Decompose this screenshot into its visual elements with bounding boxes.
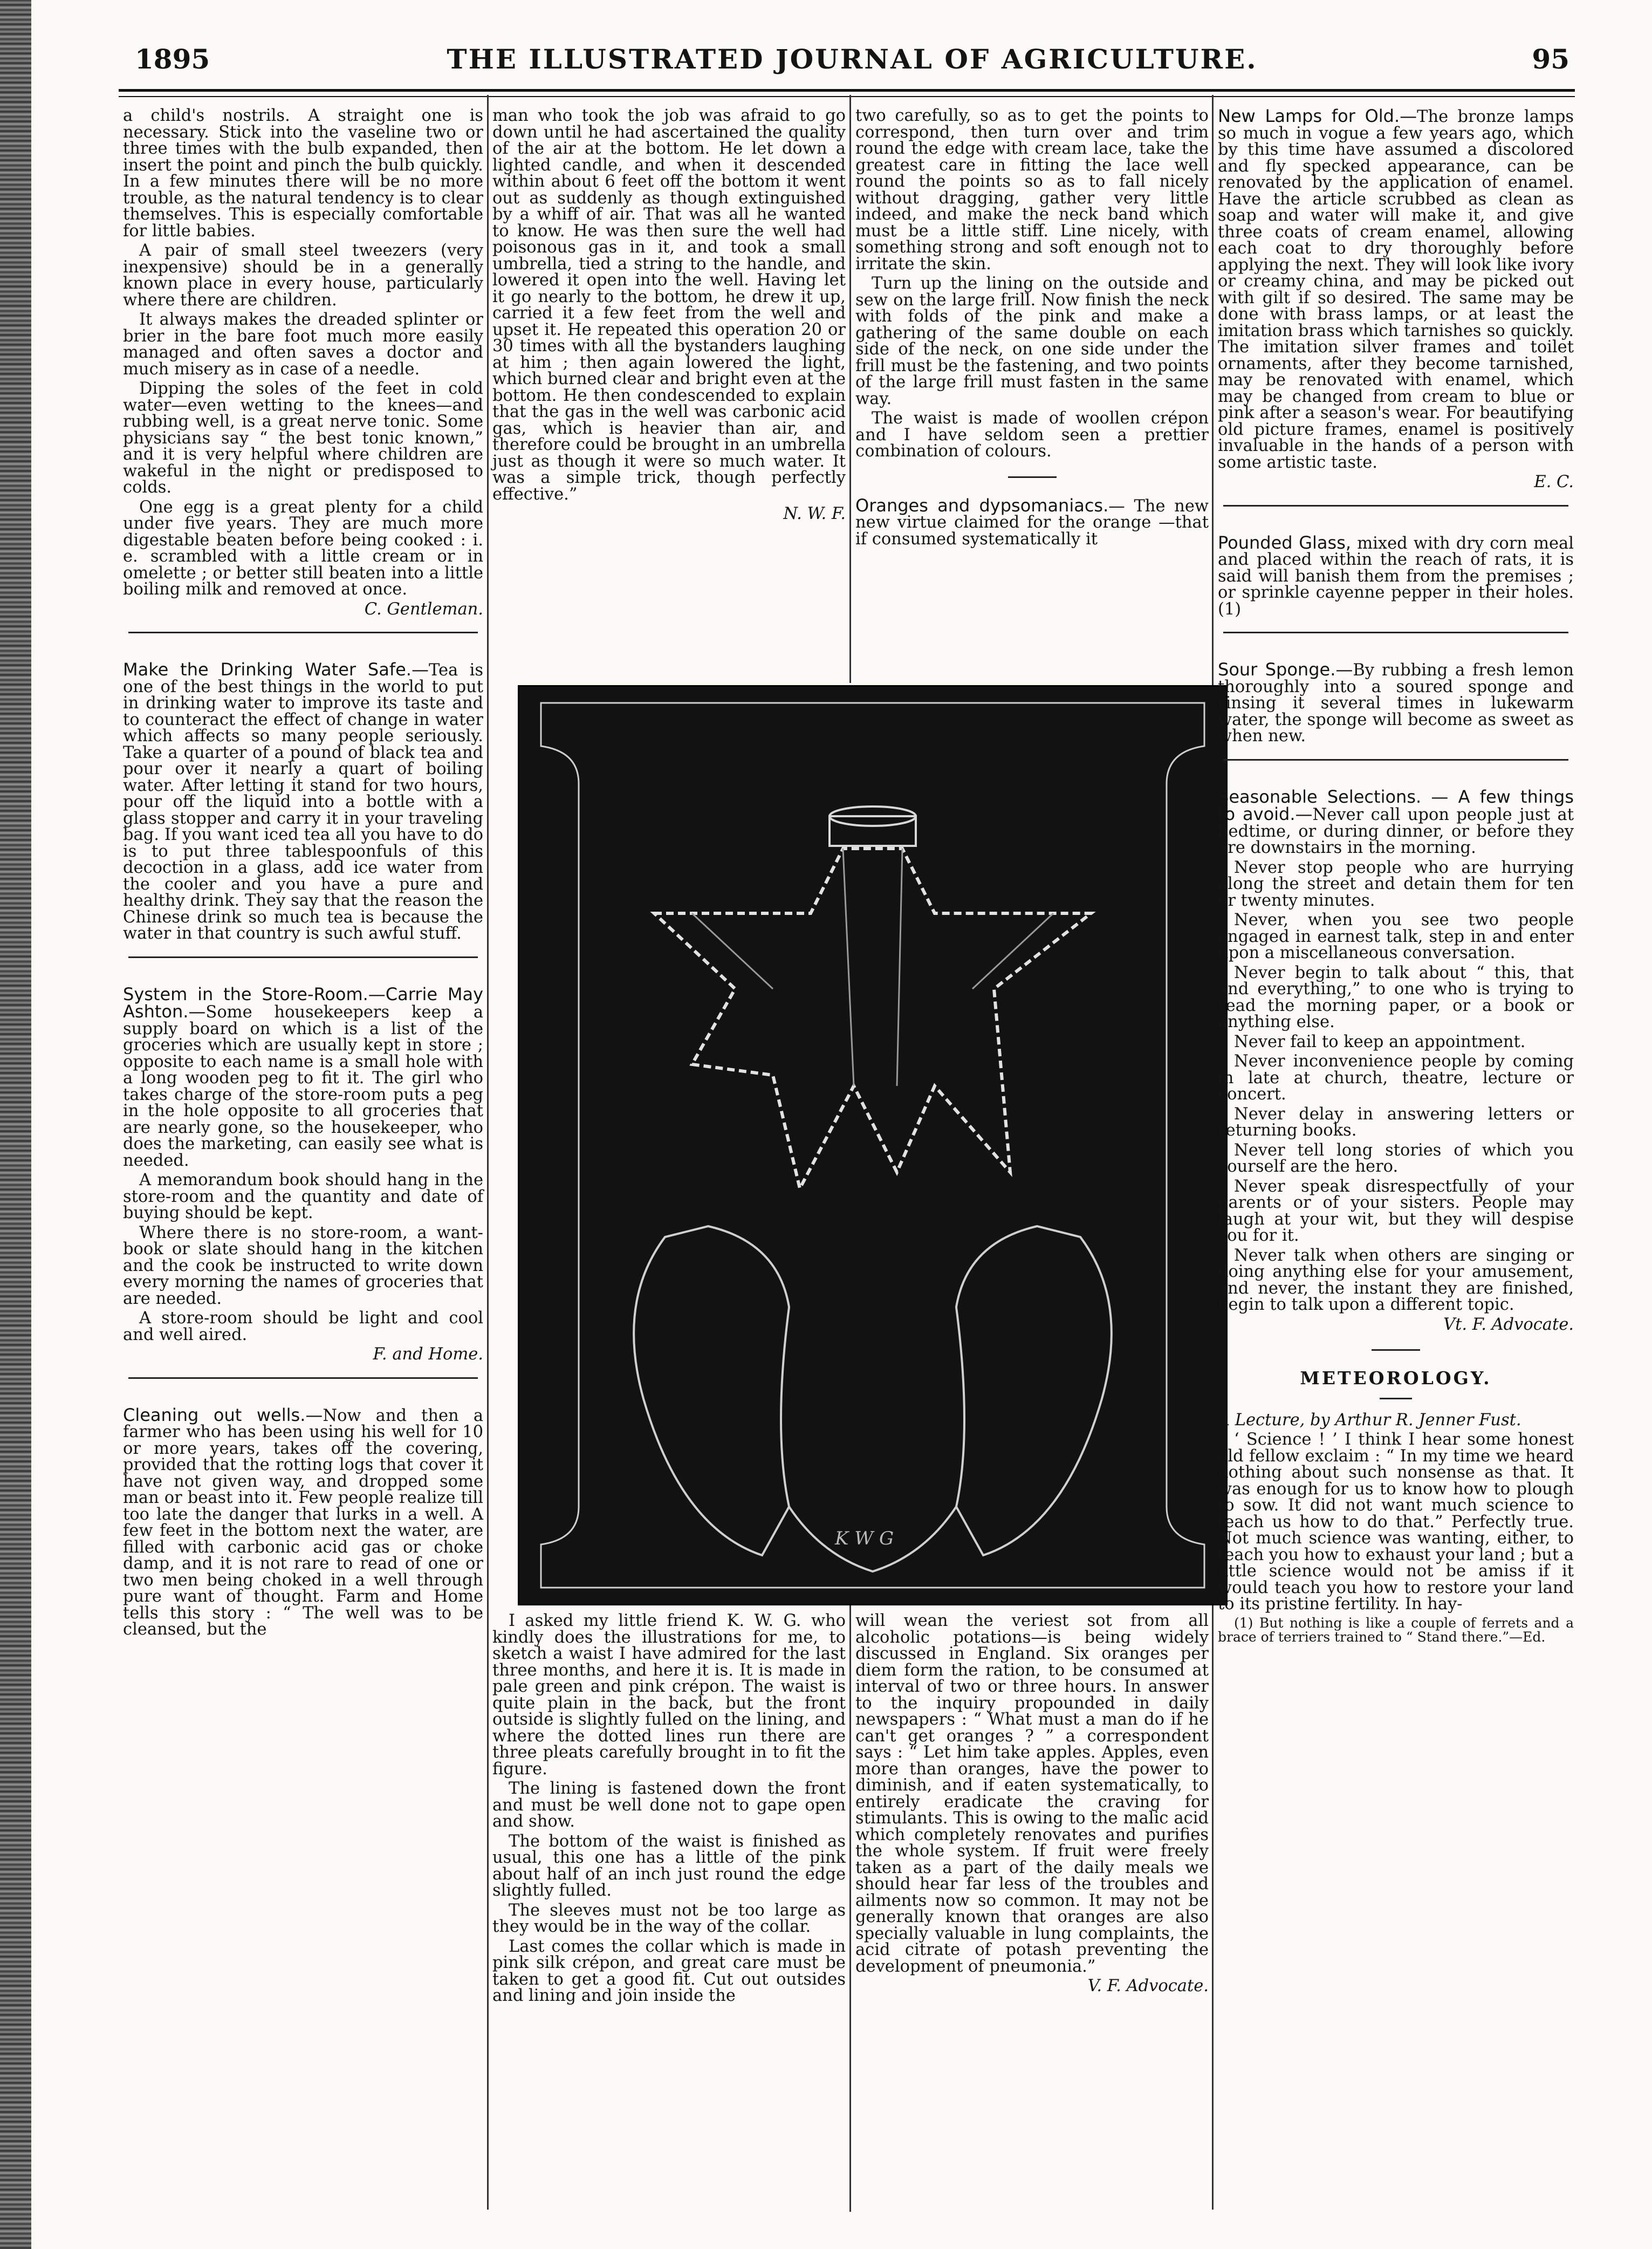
section-divider (1223, 632, 1568, 650)
column-1 (123, 108, 483, 1642)
article-signature: Vt. F. Advocate. (1443, 1315, 1574, 1334)
article-paragraph: Never talk when others are singing or doing anything else for your amusement, and never, the instant they are finished, begin to talk upon a different topic. (1218, 1246, 1574, 1314)
artist-initials: K W G (835, 1528, 894, 1549)
article-heading: Make the Drinking Water Safe.— (123, 659, 429, 680)
article-paragraph: A store-room should be light and cool and well aired. (123, 1309, 483, 1344)
section-divider (128, 956, 478, 974)
column-rule-2-bottom (849, 1605, 851, 2212)
article-paragraph (1218, 532, 1574, 619)
article-paragraph: Never fail to keep an appointment. (1234, 1032, 1526, 1051)
header-year: 1895 (135, 43, 210, 75)
article-text: Some housekeepers keep a supply board on which is a list of the groceries which are usually kept in store ; opposite to each name is a small hole with a long wooden peg to fit it. The girl who takes charge of the store-room puts a peg in the hole opposite to all groceries that are nearly gone, so the housekeeper, who does the marketing, can easily see what is needed. (123, 1003, 483, 1170)
page-header (135, 43, 1569, 89)
article-signature: N. W. F. (783, 504, 846, 523)
article-heading: Seasonable Selections. — A few things to avoid.— (1218, 786, 1574, 824)
article-text: By rubbing a fresh lemon thoroughly into a soured sponge and rinsing it several times in lukewarm water, the sponge will become as sweet as when new. (1218, 661, 1574, 746)
article-signature: E. C. (1534, 473, 1574, 491)
article-text: Now and then a farmer who has been using his well for 10 or more years, takes off the covering, provided that the rotting logs that cover it have not given way, and dropped some man or beast into it. Few people realize till too late the danger that lurks in a well. A few feet in the bottom next the water, are filled with carbonic acid gas or choke damp, and it is not rare to read of one or two men being choked in a well through pure want of thought. Farm and Home tells this story : “ The well was to be cleansed, but the (123, 1406, 484, 1639)
column-rule-2-top (849, 95, 851, 683)
article-paragraph: Never inconvenience people by coming in late at church, theatre, lecture or concert. (1218, 1052, 1574, 1104)
article-paragraph: a child's nostrils. A straight one is necessary. Stick into the vaseline two or three times with the bulb expanded, then insert the point and pinch the bulb quickly. In a few minutes there will be no more trouble, as the natural tendency is to clear themselves. This is especially comfortable for little babies. (123, 106, 483, 241)
article-paragraph: ‘ Science ! ’ I think I hear some honest old fellow exclaim : “ In my time we heard nothing about such nonsense as that. It was enough for us to know how to plough to sow. It did not want much science to teach us how to do that.” Perfectly true. Not much science was wanting, either, to teach you how to exhaust your land ; but a little science would not be amiss if it would teach you how to restore your land to its pristine fertility. In hay- (1218, 1430, 1574, 1614)
page-number: 95 (1532, 43, 1569, 75)
column-3-top (855, 108, 1209, 551)
article-paragraph: A memorandum book should hang in the store-room and the quantity and date of buying should be kept. (123, 1171, 483, 1222)
article-paragraph (855, 497, 1209, 548)
section-divider (1223, 505, 1568, 523)
article-text: — The new new virtue claimed for the orange —that if consumed systematically it (855, 496, 1209, 549)
article-paragraph (1218, 786, 1574, 857)
article-signature: V. F. Advocate. (1087, 1977, 1209, 1995)
article-paragraph: Never speak disrespectfully of your parents or of your sisters. People may laugh at your wit, but they will despise you for it. (1218, 1177, 1574, 1245)
article-text: mixed with dry corn meal and placed within the reach of rats, it is said will banish them from the premises ; or sprinkle cayenne pepper in their holes. (1) (1218, 534, 1574, 619)
article-paragraph (123, 661, 483, 942)
article-paragraph: Dipping the soles of the feet in cold water—even wetting to the knees—and rubbing well, is a great nerve tonic. Some physicians say “ the best tonic known,” and it is very helpful where children are wakeful in the night or predisposed to colds. (123, 379, 483, 497)
article-paragraph: Where there is no store-room, a want-book or slate should hang in the kitchen and the cook be instructed to write down every morning the names of groceries that are needed. (123, 1223, 483, 1308)
journal-title: THE ILLUSTRATED JOURNAL OF AGRICULTURE. (447, 43, 1258, 75)
article-signature: C. Gentleman. (364, 599, 483, 619)
article-paragraph (1218, 661, 1574, 745)
illustration-waist (518, 685, 1228, 1605)
article-paragraph (1218, 108, 1574, 471)
binding-edge (0, 0, 31, 2249)
article-text: Never call upon people just at bedtime, or during dinner, or before they are downstairs in the morning. (1218, 805, 1574, 857)
article-paragraph: Never stop people who are hurrying along the street and detain them for ten or twenty minutes. (1218, 858, 1574, 910)
header-rule (119, 89, 1575, 97)
article-text: Tea is one of the best things in the world to put in drinking water to improve its taste and to counteract the effect of change in water which affects so many people seriously. Take a quarter of a pound of black tea and pour over it nearly a quart of boiling water. After letting it stand for two hours, pour off the liquid into a bottle with a glass stopper and carry it in your traveling bag. If you want iced tea all you have to do is to put three tablespoonfuls of this decoction in a glass, add ice water from the cooler and you have a pure and healthy drink. They say that the reason the Chinese drink so much tea is because the water in that country is such awful stuff. (123, 661, 484, 943)
article-heading: Oranges and dypsomaniacs. (855, 495, 1109, 516)
section-divider (1372, 1349, 1420, 1351)
article-paragraph: man who took the job was afraid to go down until he had ascertained the quality of the air at the bottom. He let down a lighted candle, and when it descended within about 6 feet off the bottom it went out as suddenly as though extinguished by a whiff of air. That was all he wanted to know. He was then sure the well had poisonous gas in it, and took a small umbrella, tied a string to the handle, and lowered it open into the well. Having let it go nearly to the bottom, he drew it up, carried it a few feet from the well and upset it. He repeated this operation 20 or 30 times with all the bystanders laughing at him ; then again lowered the light, which burned clear and bright even at the bottom. He then condescended to explain that the gas in the well was carbonic acid gas, which is heavier than air, and therefore could be brought in an umbrella just as though it were so much water. It was a simple trick, though perfectly effective.” (492, 106, 846, 504)
article-paragraph: The bottom of the waist is finished as usual, this one has a little of the pink about half of an inch just round the edge slightly fulled. (492, 1831, 846, 1900)
heading-rule (1380, 1398, 1412, 1399)
article-signature: F. and Home. (373, 1345, 483, 1364)
article-heading: Pounded Glass, (1218, 532, 1352, 553)
article-heading: System in the Store-Room.—Carrie May Ashton.— (123, 983, 483, 1022)
article-paragraph: Never begin to talk about “ this, that and everything,” to one who is trying to read the morning paper, or a book or anything else. (1218, 963, 1574, 1031)
section-divider (128, 632, 478, 650)
article-paragraph: Never delay in answering letters or returning books. (1218, 1104, 1574, 1140)
column-4 (1218, 108, 1574, 1648)
article-heading: Cleaning out wells.— (123, 1404, 323, 1425)
footnote: (1) But nothing is like a couple of ferrets and a brace of terriers trained to “ Stand there.”—Ed. (1218, 1615, 1574, 1645)
article-paragraph: One egg is a great plenty for a child under five years. They are much more digestable beaten before being cooked : i. e. scrambled with a little cream or in omelette ; or better still beaten into a little boiling milk and removed at once. (123, 497, 483, 599)
article-paragraph: I asked my little friend K. W. G. who kindly does the illustrations for me, to sketch a waist I have admired for the last three months, and here it is. It is made in pale green and pink crépon. The waist is quite plain in the back, but the front outside is slightly fulled on the lining, and where the dotted lines run there are three pleats carefully brought in to fit the figure. (492, 1611, 846, 1779)
article-heading: New Lamps for Old.— (1218, 106, 1417, 126)
article-paragraph: Never tell long stories of which you yourself are the hero. (1218, 1140, 1574, 1176)
column-3-bottom (855, 1613, 1209, 2000)
article-paragraph: The lining is fastened down the front and must be well done not to gape open and show. (492, 1779, 846, 1831)
column-2-bottom (492, 1613, 846, 2008)
article-paragraph: The sleeves must not be too large as they would be in the way of the collar. (492, 1901, 846, 1936)
article-paragraph: The waist is made of woollen crépon and I have seldom seen a prettier combination of colours. (855, 409, 1209, 461)
article-paragraph: Turn up the lining on the outside and sew on the large frill. Now finish the neck with folds of the pink and make a gathering of the same double on each side of the neck, on one side under the frill must be the fastening, and two points of the large frill must fasten in the same way. (855, 274, 1209, 408)
column-rule-1 (487, 95, 489, 2210)
article-paragraph: will wean the veriest sot from all alcoholic potations—is being widely discussed in England. Six oranges per diem form the ration, to be consumed at interval of two or three hours. In answer to the inquiry propounded in daily newspapers : “ What must a man do if he can't get oranges ? ” a correspondent says : “ Let him take apples. Apples, even more than oranges, have the power to diminish, and if eaten systematically, to entirely eradicate the craving for stimulants. This is owing to the malic acid which completely renovates and purifies the whole system. If fruit were freely taken as a part of the daily meals we should hear far less of the troubles and ailments now so common. It may not be generally known that oranges are also specially valuable in lung complaints, the acid citrate of potash preventing the development of pneumonia.” (855, 1611, 1209, 1976)
article-paragraph (123, 1404, 484, 1639)
article-paragraph: two carefully, so as to get the points to correspond, then turn over and trim round the edge with cream lace, take the greatest care in fitting the lace well round the points so as to fall nicely without dragging, gather very little indeed, and make the neck band which must be a little stiff. Line nicely, with something strong and soft enough not to irritate the skin. (855, 106, 1209, 274)
article-paragraph: Never, when you see two people engaged in earnest talk, step in and enter upon a miscellaneous conversation. (1218, 911, 1574, 962)
article-paragraph: A pair of small steel tweezers (very inexpensive) should be in a generally known place in every house, particularly where there are children. (123, 241, 483, 310)
article-heading: Sour Sponge.— (1218, 659, 1353, 680)
lecture-byline: A Lecture, by Arthur R. Jenner Fust. (1218, 1410, 1521, 1430)
section-heading: METEOROLOGY. (1300, 1368, 1492, 1389)
section-divider (1223, 759, 1568, 777)
article-paragraph: Last comes the collar which is made in pink silk crépon, and great care must be taken to get a good fit. Cut out outsides and lining and join inside the (492, 1937, 846, 2005)
article-text: The bronze lamps so much in vogue a few years ago, which by this time have assumed a discolored and fly specked appearance, can be renovated by the application of enamel. Have the article scrubbed as clean as soap and water will make it, and give three coats of cream enamel, allowing each coat to dry thoroughly before applying the next. They will look like ivory or creamy china, and may be picked out with gilt if so desired. The same may be done with brass lamps, or at least the imitation brass which tarnishes so quickly. The imitation silver frames and toilet ornaments, after they become tarnished, may be renovated with enamel, which may be changed from cream to blue or pink after a season's wear. For beautifying old picture frames, enamel is positively invaluable in the hands of a person with some artistic taste. (1218, 107, 1574, 472)
waist-sketch (519, 687, 1226, 1604)
article-paragraph (123, 983, 483, 1170)
section-divider (128, 1377, 478, 1395)
column-2-top (492, 108, 846, 528)
section-divider (1008, 476, 1057, 478)
article-paragraph: It always makes the dreaded splinter or brier in the bare foot much more easily managed and often saves a doctor and much misery as in case of a needle. (123, 310, 483, 379)
